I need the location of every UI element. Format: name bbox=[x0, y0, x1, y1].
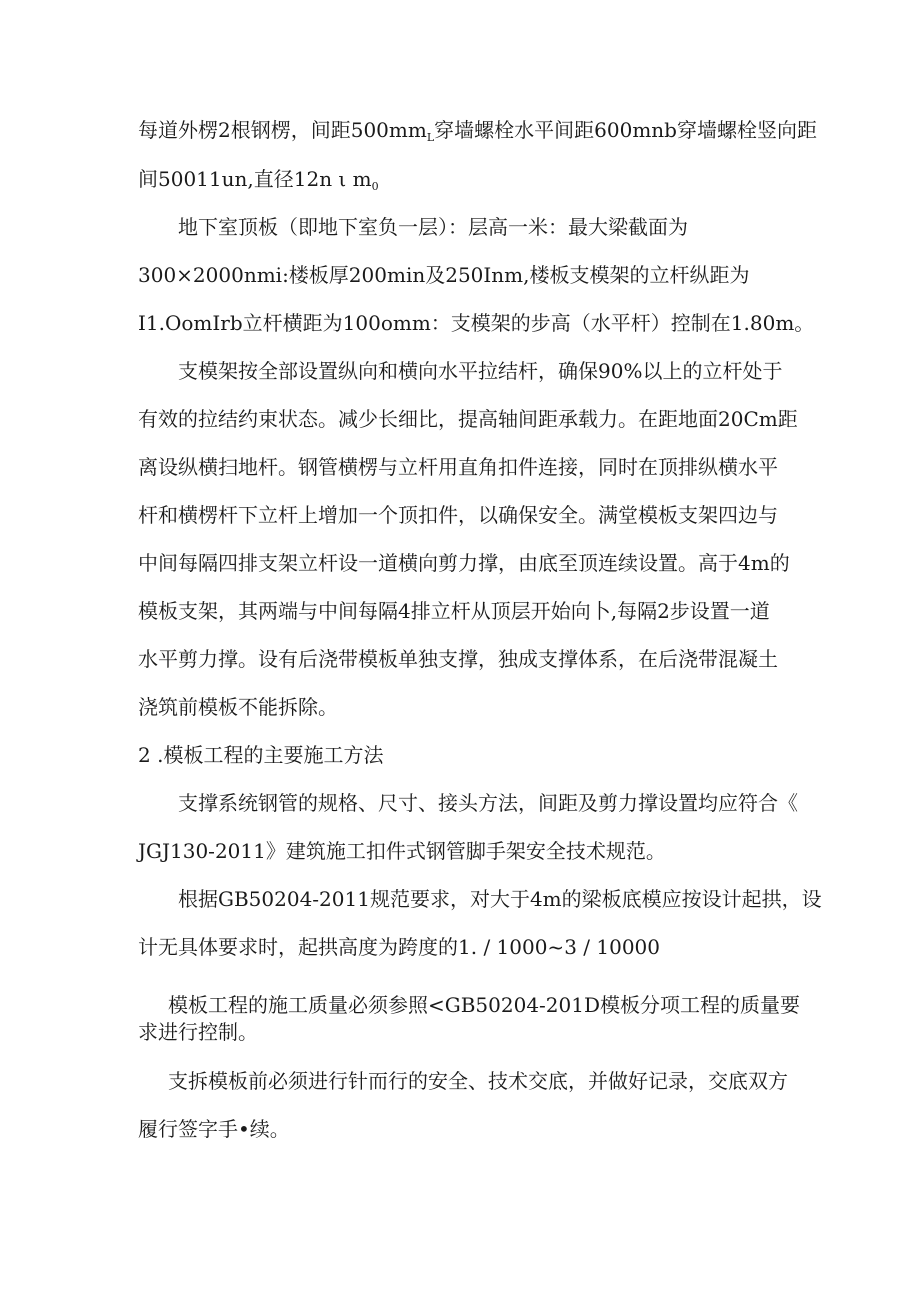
paragraph-line: 支模架按全部设置纵向和横向水平拉结杆，确保90%以上的立杆处于 bbox=[178, 359, 783, 383]
paragraph-line: I1.OomIrb立杆横距为100omm：支模架的步高（水平杆）控制在1.80m。 bbox=[138, 311, 815, 335]
text-span: 每道外楞2根钢楞，间距500mm bbox=[138, 118, 427, 142]
subscript-text: 0 bbox=[371, 180, 379, 193]
paragraph-line: 地下室顶板（即地下室负一层）：层高一米：最大梁截面为 bbox=[178, 215, 688, 239]
paragraph-line: 根据GB50204-2011规范要求，对大于4m的梁板底模应按设计起拱，设 bbox=[178, 887, 822, 911]
paragraph-line: 离设纵横扫地杆。钢管横楞与立杆用直角扣件连接，同时在顶排纵横水平 bbox=[138, 455, 778, 479]
paragraph-line: 计无具体要求时，起拱高度为跨度的1. / 1000~3 / 10000 bbox=[138, 935, 660, 959]
paragraph-line: 浇筑前模板不能拆除。 bbox=[138, 695, 338, 719]
paragraph-line: 水平剪力撑。设有后浇带模板单独支撑，独成支撑体系，在后浇带混凝土 bbox=[138, 647, 778, 671]
paragraph-line: JGJ130-2011》建筑施工扣件式钢管脚手架安全技术规范。 bbox=[138, 839, 666, 863]
section-heading: 2 .模板工程的主要施工方法 bbox=[138, 743, 384, 767]
text-line bbox=[138, 169, 379, 192]
text-span: 间50011un,直径12n ι m bbox=[138, 167, 372, 191]
paragraph-line: 有效的拉结约束状态。减少长细比，提高轴间距承载力。在距地面20Cm距 bbox=[138, 407, 798, 431]
paragraph-line: 履行签字手•续。 bbox=[138, 1117, 290, 1141]
paragraph-line: 模板支架，其两端与中间每隔4排立杆从顶层开始向卜,每隔2步设置一道 bbox=[138, 599, 770, 623]
paragraph-line: 中间每隔四排支架立杆设一道横向剪力撑，由底至顶连续设置。高于4m的 bbox=[138, 551, 790, 575]
paragraph-line: 支撑系统钢管的规格、尺寸、接头方法，间距及剪力撑设置均应符合《 bbox=[178, 791, 798, 815]
paragraph-line: 求进行控制。 bbox=[138, 1020, 258, 1044]
text-span: 穿墙螺栓水平间距600mnb穿墙螺栓竖向距 bbox=[434, 118, 817, 142]
paragraph-line: 支拆模板前必须进行针而行的安全、技术交底，并做好记录，交底双方 bbox=[168, 1069, 788, 1093]
subscript-text: L bbox=[426, 131, 435, 144]
text-line bbox=[138, 120, 817, 143]
paragraph-line: 模板工程的施工质量必须参照<GB50204-201D模板分项工程的质量要 bbox=[168, 993, 801, 1017]
paragraph-line: 300×2000nmi:楼板厚200min及250Inm,楼板支模架的立杆纵距为 bbox=[138, 263, 750, 287]
paragraph-line: 杆和横楞杆下立杆上增加一个顶扣件，以确保安全。满堂模板支架四边与 bbox=[138, 503, 778, 527]
